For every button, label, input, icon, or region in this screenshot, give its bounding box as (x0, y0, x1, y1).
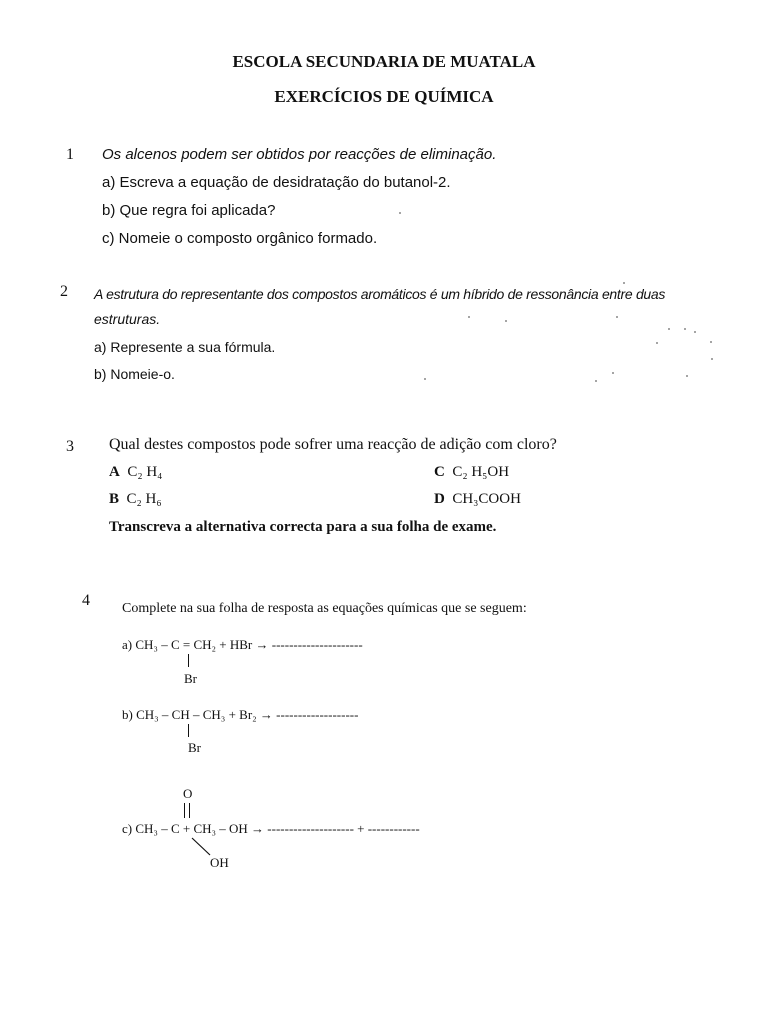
option-formula: CH₃COOH (452, 491, 521, 507)
option-a (109, 464, 162, 481)
question-stem-continued: estruturas. (94, 311, 161, 327)
double-bond-line (189, 803, 190, 818)
sub-question-b: b) Que regra foi aplicada? (102, 202, 276, 219)
option-letter: B (109, 491, 120, 507)
bond-line (188, 654, 189, 667)
sub-question-a: a) Escreva a equação de desidratação do butanol-2. (102, 174, 451, 191)
double-bond-line (184, 803, 185, 818)
option-letter: C (434, 464, 445, 480)
equation-c: c) CH₃ – C + CH₃ – OH → -------------------- + ------------ (122, 821, 420, 836)
question-stem: Qual destes compostos pode sofrer uma reacção de adição com cloro? (109, 436, 557, 453)
document-title: EXERCÍCIOS DE QUÍMICA (274, 87, 494, 106)
option-b (109, 491, 162, 508)
bond-line (188, 724, 189, 737)
substituent-b: Br (188, 740, 201, 755)
question-number: 3 (66, 438, 74, 455)
sub-question-b: b) Nomeie-o. (94, 366, 175, 382)
sub-question-a: a) Represente a sua fórmula. (94, 339, 276, 355)
question-number: 1 (66, 146, 74, 163)
equation-b: b) CH₃ – CH – CH₃ + Br₂ → ------------------- (122, 707, 359, 722)
substituent-a: Br (184, 671, 197, 686)
option-c (434, 464, 509, 481)
equation-a: a) CH₃ – C = CH₂ + HBr → --------------------- (122, 637, 363, 652)
sub-question-c: c) Nomeie o composto orgânico formado. (102, 230, 378, 247)
question-number: 4 (82, 592, 90, 609)
school-name: ESCOLA SECUNDARIA DE MUATALA (232, 52, 536, 71)
carbonyl-oxygen: O (183, 786, 193, 801)
option-formula: C₂ H₆ (126, 491, 162, 507)
option-formula: C₂ H₅OH (452, 464, 510, 480)
question-number: 2 (60, 283, 68, 300)
question-stem: Os alcenos podem ser obtidos por reacções de eliminação. (102, 146, 497, 163)
question-stem: Complete na sua folha de resposta as equações químicas que se seguem: (122, 601, 527, 616)
question-stem: A estrutura do representante dos compostos aromáticos é um híbrido de ressonância entre duas (94, 286, 666, 302)
option-letter: D (434, 491, 445, 507)
substituent-c: OH (210, 855, 229, 870)
answer-instruction: Transcreva a alternativa correcta para a sua folha de exame. (109, 519, 497, 535)
option-formula: C₂ H₄ (127, 464, 163, 480)
option-d (434, 491, 521, 508)
option-letter: A (109, 464, 120, 480)
